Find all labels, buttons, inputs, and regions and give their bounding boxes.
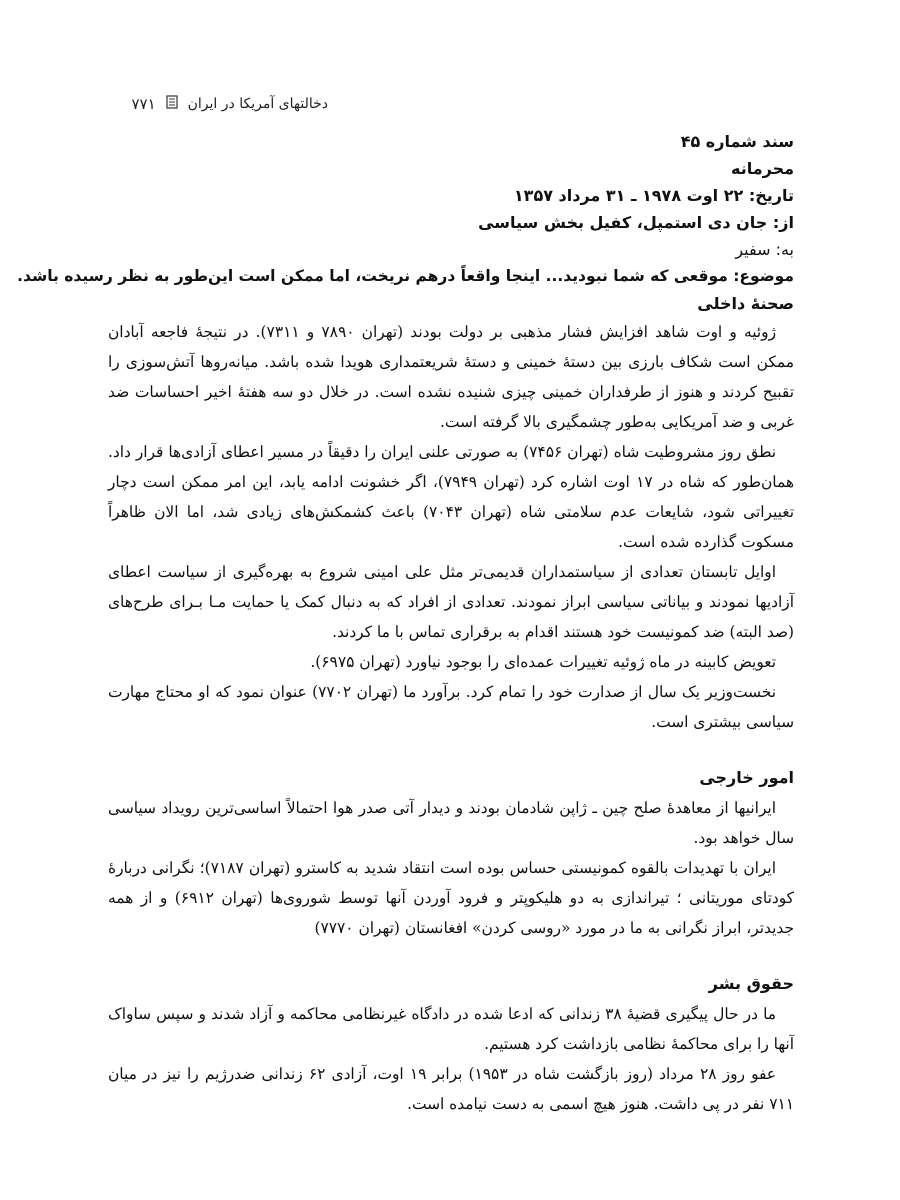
paragraph: ژوئیه و اوت شاهد افزایش فشار مذهبی بر دولت بودند (تهران ۷۸۹۰ و ۷۳۱۱). در نتیجهٔ فاجعه آبادان ممکن است شکاف بارزی بین دستهٔ خمینی و دستهٔ شریعتمداری هویدا شده باشد. میانه‌روها آتش‌سوزی را تقبیح کردند و هنوز از طرفداران خمینی چیزی شنیده نشده است. در خلال دو سه هفتهٔ اخیر احساسات ضد غربی و ضد آمریکایی به‌طور چشمگیری بالا گرفته است. <box>108 323 794 431</box>
human-rights-heading: حقوق بشر <box>708 974 794 993</box>
classification: محرمانه <box>730 159 794 178</box>
document-content <box>17 128 794 1119</box>
subject-line: موضوع: موقعی که شما نبودید... اینجا واقعاً درهم نریخت، اما ممکن است این‌طور به نظر رسیده باشد. <box>17 267 794 285</box>
internal-section-heading: صحنهٔ داخلی <box>697 294 794 313</box>
from-line: از: جان دی استمپل، کفیل بخش سیاسی <box>478 213 794 232</box>
book-title: دخالتهای آمریکا در ایران <box>187 96 328 112</box>
foreign-affairs-body <box>108 793 794 943</box>
internal-section-body <box>108 317 794 737</box>
paragraph: ما در حال پیگیری قضیهٔ ۳۸ زندانی که ادعا شده در دادگاه غیرنظامی محاکمه و آزاد شدند و سپس ساواک آنها را برای محاکمهٔ نظامی بازداشت کرد هستیم. <box>108 1005 794 1053</box>
paragraph: ایرانیها از معاهدهٔ صلح چین ـ ژاپن شادمان بودند و دیدار آتی صدر هوا احتمالاً اساسی‌ترین رویداد سیاسی سال خواهد بود. <box>108 799 794 847</box>
document-meta <box>17 128 794 317</box>
document-number: سند شماره ۴۵ <box>680 132 794 151</box>
paragraph: تعویض کابینه در ماه ژوئیه تغییرات عمده‌ای را بوجود نیاورد (تهران ۶۹۷۵). <box>310 653 776 671</box>
to-line: به: سفیر <box>735 240 794 259</box>
foreign-affairs-heading: امور خارجی <box>699 768 794 787</box>
human-rights-body <box>108 999 794 1119</box>
paragraph: ایران با تهدیدات بالقوه کمونیستی حساس بوده است انتقاد شدید به کاسترو (تهران ۷۱۸۷)؛ نگرانی دربارهٔ کودتای موریتانی ؛ تیراندازی به دو هلیکوپتر و فرود آوردن آنها توسط شوروی‌ها (تهران ۶۹۱۲) و از همه جدیدتر، ابراز نگرانی به ما در مورد «روسی کردن» افغانستان (تهران ۷۷۷۰) <box>108 859 794 937</box>
book-icon <box>166 95 178 113</box>
paragraph: عفو روز ۲۸ مرداد (روز بازگشت شاه در ۱۹۵۳) برابر ۱۹ اوت، آزادی ۶۲ زندانی ضدرژیم را نیز در میان ۷۱۱ نفر در پی داشت. هنوز هیچ اسمی به دست نیامده است. <box>108 1065 794 1113</box>
running-header <box>108 92 328 116</box>
paragraph: اوایل تابستان تعدادی از سیاستمداران قدیمی‌تر مثل علی امینی شروع به بهره‌گیری از سیاست اعطای آزادیها نمودند و بیاناتی سیاسی ابراز نمودند. تعدادی از افراد که به دنبال کمک یا حمایت مـا بـرای طرح‌های (صد البته) ضد کمونیست خود هستند اقدام به برقراری تماس با ما کردند. <box>108 563 794 641</box>
paragraph: نخست‌وزیر یک سال از صدارت خود را تمام کرد. برآورد ما (تهران ۷۷۰۲) عنوان نمود که او محتاج مهارت سیاسی بیشتری است. <box>108 683 794 731</box>
page-number: ۷۷۱ <box>131 95 156 113</box>
date-line: تاریخ: ۲۲ اوت ۱۹۷۸ ـ ۳۱ مرداد ۱۳۵۷ <box>513 186 794 205</box>
paragraph: نطق روز مشروطیت شاه (تهران ۷۴۵۶) به صورتی علنی ایران را دقیقاً در مسیر اعطای آزادی‌ها قرار داد. همان‌طور که شاه در ۱۷ اوت اشاره کرد (تهران ۷۹۴۹)، اگر خشونت ادامه یابد، این امر ممکن است دچار تغییراتی شود، شایعات عدم سلامتی شاه (تهران ۷۰۴۳) باعث کشمکش‌های زیادی شد، اما الان ظاهراً مسکوت گذارده شده است. <box>108 443 794 551</box>
